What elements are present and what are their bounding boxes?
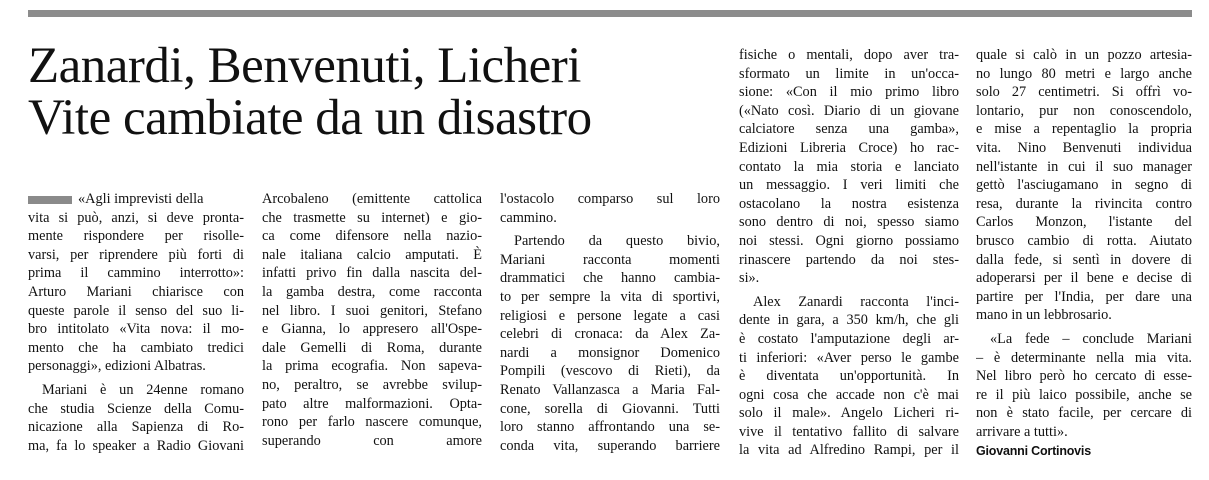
text-line: Arturo Mariani chiarisce con (28, 283, 244, 300)
text-line: la gamba destra, come racconta (262, 283, 482, 300)
text-line: ca come difensore nella nazio- (262, 228, 482, 245)
top-rule (28, 10, 1192, 17)
text-line: vive il tentativo fallito di salvare (739, 423, 959, 440)
byline: Giovanni Cortinovis (976, 444, 1091, 459)
text-line: loro stanno affrontando una se- (500, 419, 720, 436)
text-line: un messaggio. I veri limiti che (739, 177, 959, 194)
text-line: Carlos Monzon, l'istante del (976, 214, 1192, 231)
text-line: brusco cambio di rotta. Aiutato (976, 232, 1192, 249)
text-line: Renato Vallanzasca a Maria Fal- (500, 381, 720, 398)
text-line: vita si può, anzi, si deve pronta- (28, 209, 244, 226)
headline-line-1: Zanardi, Benvenuti, Licheri (28, 38, 581, 94)
text-line: ostacolano la nostra esistenza (739, 195, 959, 212)
text-line: gettò l'asciugamano in segno di (976, 177, 1192, 194)
text-line: arrivare a tutti». (976, 423, 1068, 440)
text-line: si». (739, 270, 760, 287)
text-line: partire per l'India, per dare una (976, 288, 1192, 305)
text-line: dale Gemelli di Roma, durante (262, 339, 482, 356)
article-column-4 (739, 46, 959, 460)
text-line: e Gianna, lo appresero all'Ospe- (262, 321, 482, 338)
text-line: solo 27 centimetri. Si offrì vo- (976, 84, 1192, 101)
text-line: nel libro. I suoi genitori, Stefano (262, 302, 482, 319)
text-line: e mise a repentaglio la propria (976, 121, 1192, 138)
text-line: no lungo 80 metri e largo anche (976, 65, 1192, 82)
text-line: queste parole il senso del suo li- (28, 302, 244, 319)
text-line: to per sempre la vita di sportivi, (500, 288, 720, 305)
text-line: no, peraltro, se avrebbe svilup- (262, 376, 482, 393)
article-column-1 (28, 190, 244, 455)
article-column-3 (500, 190, 720, 455)
text-line: cone, sorella di Giovanni. Tutti (500, 400, 720, 417)
text-line: mente rispondere per risolle- (28, 228, 244, 245)
text-line: nardi a monsignor Domenico (500, 344, 720, 361)
text-line: Mariani è un 24enne romano (42, 381, 244, 398)
text-line: «Agli imprevisti della (28, 190, 244, 209)
text-line: vita. Nino Benvenuti individua (976, 139, 1192, 156)
text-line: pato altre malformazioni. Opta- (262, 395, 482, 412)
text-line: adoperarsi per il bene e decise di (976, 270, 1192, 287)
text-line: contato la mia storia e lanciato (739, 158, 959, 175)
text-line: mento che ha cambiato tredici (28, 339, 244, 356)
text-line: che trasmette su internet) e gio- (262, 209, 482, 226)
text-line: nell'istante in cui il suo manager (976, 158, 1192, 175)
text-line: ma, fa lo speaker a Radio Giovani (28, 437, 244, 454)
text-line: resa, durante la rivincita contro (976, 195, 1192, 212)
text-line: la prima ecografia. Non sapeva- (262, 358, 482, 375)
headline (28, 40, 718, 144)
text-line: cammino. (500, 209, 557, 226)
text-line: Mariani racconta momenti (500, 251, 720, 268)
text-line: personaggi», edizioni Albatras. (28, 358, 206, 375)
text-line: infatti privo fin dalla nascita del- (262, 265, 482, 282)
text-line: Edizioni Libreria Croce) ho rac- (739, 139, 959, 156)
text-line: Arcobaleno (emittente cattolica (262, 191, 482, 207)
text-line: quale si calò in un pozzo artesia- (976, 47, 1192, 63)
text-line: superando con amore (262, 432, 482, 449)
text-line: celebri di cronaca: da Alex Za- (500, 326, 720, 343)
text-line: la vita ad Alfredino Rampi, per il (739, 442, 959, 459)
text-line: sformato un limite in un'occa- (739, 65, 959, 82)
text-line: bro intitolato «Vita nova: il mo- (28, 321, 244, 338)
text-line: noi stessi. Ogni giorno possiamo (739, 232, 959, 249)
text-line: varsi, per riprendere più forti di (28, 246, 244, 263)
text-line: ogni cosa che accade non c'è mai (739, 386, 959, 403)
text-line: calciatore senza una gamba», (739, 121, 959, 138)
text-line: è diventata un'opportunità. In (739, 368, 959, 385)
text-line: dalla fede, si sentì in dovere di (976, 251, 1192, 268)
text-line: conda vita, superando barriere (500, 437, 720, 454)
text-line: non è stato facile, per cercare di (976, 405, 1192, 422)
text-line: («Nato così. Diario di un giovane (739, 102, 959, 119)
text-line: rinascere partendo da noi stes- (739, 251, 959, 268)
lead-marker (28, 196, 72, 204)
text-line: mano in un lebbrosario. (976, 307, 1112, 324)
text-line: che studia Scienze della Comu- (28, 400, 244, 417)
text-line: fisiche o mentali, dopo aver tra- (739, 47, 959, 63)
text-line: dente in gara, a 350 km/h, che gli (739, 312, 959, 329)
text-line: ti inferiori: «Aver perso le gambe (739, 349, 959, 366)
text-line: solo il male». Angelo Licheri ri- (739, 405, 959, 422)
headline-line-2: Vite cambiate da un disastro (28, 90, 592, 146)
text-line: «La fede – conclude Mariani (990, 330, 1192, 347)
text-line: rono per farlo nascere comunque, (262, 414, 482, 431)
text-line: nale italiana calcio amputati. È (262, 246, 482, 263)
text-line: re il più laico possibile, anche se (976, 386, 1192, 403)
text-line: – è determinante nella mia vita. (976, 349, 1192, 366)
text-line: nicazione alla Sapienza di Ro- (28, 419, 244, 436)
text-line: Partendo da questo bivio, (514, 233, 720, 250)
text-line: sono dentro di noi, spesso siamo (739, 214, 959, 231)
text-line: è costato l'amputazione degli ar- (739, 330, 959, 347)
article-column-2 (262, 190, 482, 450)
text-line: drammatici che hanno cambia- (500, 270, 720, 287)
text-line: Alex Zanardi racconta l'inci- (753, 293, 959, 310)
text-line: lontario, pur non conoscendolo, (976, 102, 1192, 119)
text-line: religiosi e persone legate a casi (500, 307, 720, 324)
text-line: prima il cammino interrotto»: (28, 265, 244, 282)
text-line: l'ostacolo comparso sul loro (500, 191, 720, 207)
text-line: Nel libro però ho cercato di esse- (976, 368, 1192, 385)
text-line: sione: «Con il mio primo libro (739, 84, 959, 101)
text-line: Pompili (vescovo di Rieti), da (500, 363, 720, 380)
article-column-5 (976, 46, 1192, 461)
